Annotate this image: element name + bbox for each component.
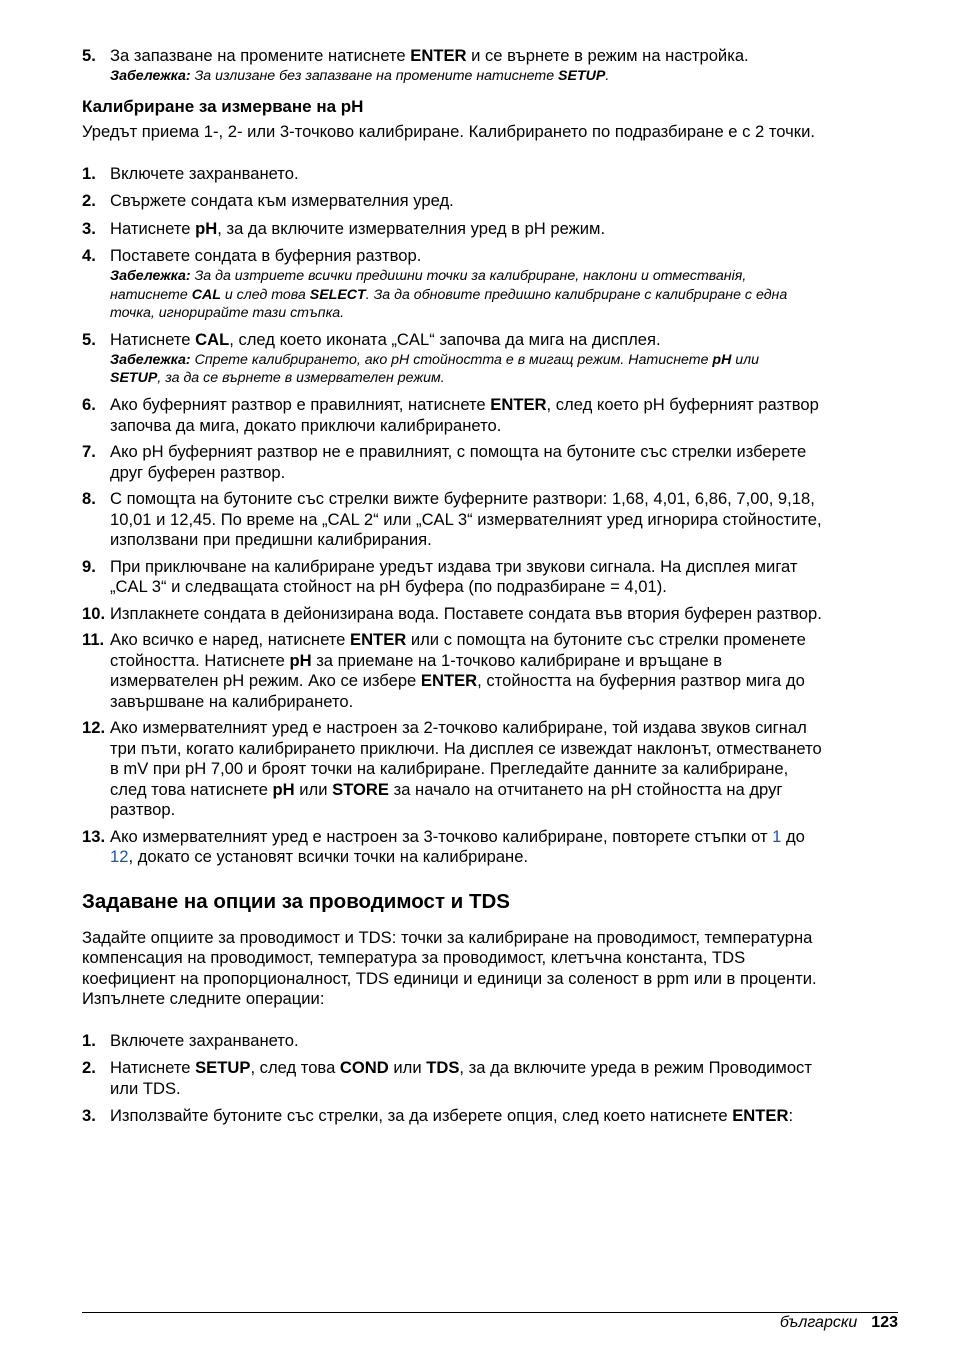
- ph-step-4: 4. Поставете сондата в буферния разтвор. Забележка: За да изтриете всички предишни точки за калибриране, наклони и отместванія, натиснете CAL и след това SELECT. За да обновите предишно калибриране с калибриране с една точка, игнорирайте тази стъпка.: [82, 246, 898, 323]
- note: Забележка: Спрете калибрирането, ако pH стойността е в мигащ режим. Натиснете pH или SETUP, за да се върнете в измервателен режим.: [110, 351, 760, 387]
- ph-step-10: 10. Изплакнете сондата в дейонизирана вода. Поставете сондата във втория буферен разтвор.: [82, 603, 822, 623]
- ph-step-1: 1. Включете захранването.: [82, 163, 299, 183]
- section-heading-ph: Калибриране за измерване на pH: [82, 97, 364, 117]
- section-heading-conductivity: Задаване на опции за проводимост и TDS: [82, 889, 510, 913]
- step-number: 5.: [82, 46, 96, 65]
- step-5-save: 5. За запазване на промените натиснете ENTER и се върнете в режим на настройка. Забележка: За излизане без запазване на промените натиснете SETUP.: [82, 46, 898, 85]
- cond-step-3: 3. Използвайте бутоните със стрелки, за да изберете опция, след което натиснете ENTER:: [82, 1106, 794, 1126]
- ph-step-13: 13. Ако измервателният уред е настроен за 3-точково калибриране, повторете стъпки от 1 до 12, докато се установят всички точки на калибриране.: [82, 826, 805, 867]
- footer-language: български: [779, 1314, 858, 1331]
- ph-step-11: 11. Ако всичко е наред, натиснете ENTER или с помощта на бутоните със стрелки променете стойността. Натиснете pH за приемане на 1-точково калибриране и връщане в измервателен pH режим. Ако се избере ENTER, стойността на буферния разтвор мига до завършване на калибрирането.: [82, 630, 806, 711]
- ph-step-3: 3. Натиснете pH, за да включите измервателния уред в pH режим.: [82, 218, 606, 238]
- conductivity-intro: Задайте опциите за проводимост и TDS: точки за калибриране на проводимост, температурна компенсация на проводимост, температура за проводимост, клетъчна константа, TDS коефициент на пропорционалност, TDS единици и единици за соленост в ppm или в проценти. Изпълнете следните операции:: [82, 927, 817, 1009]
- ph-step-7: 7. Ако pH буферният разтвор не е правилният, с помощта на бутоните със стрелки изберете друг буферен разтвор.: [82, 442, 807, 482]
- note: Забележка: За излизане без запазване на промените натиснете SETUP.: [110, 67, 610, 84]
- ph-step-6: 6. Ако буферният разтвор е правилният, натиснете ENTER, след което pH буферният разтвор започва да мига, докато приключи калибрирането.: [82, 395, 819, 435]
- ph-step-2: 2. Свържете сондата към измервателния уред.: [82, 191, 454, 211]
- page-content: [82, 46, 898, 1127]
- footer-rule: [82, 1312, 898, 1313]
- page-number: 123: [871, 1314, 898, 1331]
- cond-step-1: 1. Включете захранването.: [82, 1030, 299, 1050]
- page-footer: [780, 1313, 898, 1333]
- ph-step-12: 12. Ако измервателният уред е настроен за 2-точково калибриране, той издава звуков сигнал три пъти, когато калибрирането приключи. На дисплея се извеждат наклонът, отместването в mV при pH 7,00 и броят точки на калибриране. Прегледайте данните за калибриране, след това натиснете pH или STORE за начало на отчитането на pH стойността на друг разтвор.: [82, 718, 822, 820]
- ph-step-8: 8. С помощта на бутоните със стрелки вижте буферните разтвори: 1,68, 4,01, 6,86, 7,00, 9,18, 10,01 и 12,45. По време на „CAL 2“ или „CAL 3“ измервателният уред игнорира стойностите, използвани при предишни калибрирания.: [82, 489, 822, 550]
- cond-step-2: 2. Натиснете SETUP, след това COND или TDS, за да включите уреда в режим Проводимост или TDS.: [82, 1058, 812, 1098]
- step-12-link[interactable]: 12: [110, 847, 129, 867]
- ph-step-9: 9. При приключване на калибриране уредът издава три звукови сигнала. На дисплея мигат „CAL 3“ и следващата стойност на pH буфера (по подразбиране = 4,01).: [82, 556, 798, 597]
- step-1-link[interactable]: 1: [772, 826, 782, 846]
- ph-step-5: 5. Натиснете CAL, след което иконата „CAL“ започва да мига на дисплея. Забележка: Спрете калибрирането, ако pH стойността е в мигащ режим. Натиснете pH или SETUP, за да се върнете в измервателен режим.: [82, 330, 898, 388]
- ph-intro: Уредът приема 1-, 2- или 3-точково калибриране. Калибрирането по подразбиране е с 2 точки.: [82, 122, 815, 142]
- note: Забележка: За да изтриете всички предишни точки за калибриране, наклони и отместванія, натиснете CAL и след това SELECT. За да обновите предишно калибриране с калибриране с една точка, игнорирайте тази стъпка.: [110, 267, 788, 322]
